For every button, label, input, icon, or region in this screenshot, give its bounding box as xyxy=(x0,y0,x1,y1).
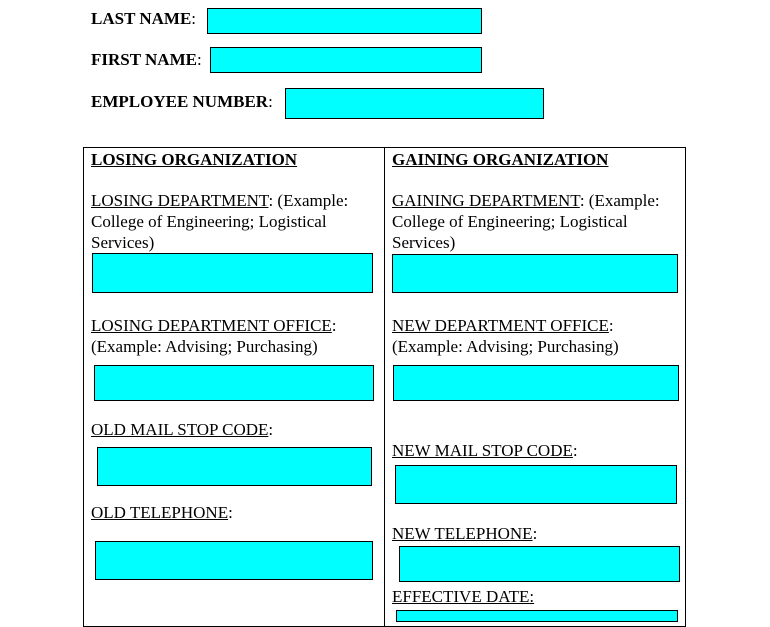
effective-date-label: EFFECTIVE DATE: xyxy=(392,587,535,606)
old-mail-stop-label: OLD MAIL STOP CODE: xyxy=(91,420,274,439)
last-name-field[interactable] xyxy=(207,8,482,34)
new-telephone-field[interactable] xyxy=(399,546,680,582)
gaining-department-field[interactable] xyxy=(392,254,678,293)
new-telephone-label: NEW TELEPHONE: xyxy=(392,524,538,543)
new-mail-stop-field[interactable] xyxy=(395,465,677,504)
losing-organization-title: LOSING ORGANIZATION xyxy=(91,150,298,169)
losing-department-field[interactable] xyxy=(92,253,373,293)
first-name-label: FIRST NAME: xyxy=(91,50,202,69)
new-department-office-label: NEW DEPARTMENT OFFICE: (Example: Advising; Purchasing) xyxy=(392,316,619,356)
employee-number-label: EMPLOYEE NUMBER: xyxy=(91,92,273,111)
old-telephone-field[interactable] xyxy=(95,541,373,580)
table-divider xyxy=(384,147,385,627)
gaining-department-label: GAINING DEPARTMENT: (Example: College of Engineering; Logistical Services) xyxy=(392,191,660,252)
gaining-organization-title: GAINING ORGANIZATION xyxy=(392,150,609,169)
employee-number-field[interactable] xyxy=(285,88,544,119)
losing-department-office-label: LOSING DEPARTMENT OFFICE: (Example: Advising; Purchasing) xyxy=(91,316,337,356)
losing-department-office-field[interactable] xyxy=(94,365,374,401)
old-telephone-label: OLD TELEPHONE: xyxy=(91,503,233,522)
first-name-field[interactable] xyxy=(210,47,482,73)
last-name-label: LAST NAME: xyxy=(91,9,197,28)
losing-department-label: LOSING DEPARTMENT: (Example: College of Engineering; Logistical Services) xyxy=(91,191,349,252)
effective-date-field[interactable] xyxy=(396,610,678,622)
old-mail-stop-field[interactable] xyxy=(97,447,372,486)
new-mail-stop-label: NEW MAIL STOP CODE: xyxy=(392,441,578,460)
new-department-office-field[interactable] xyxy=(393,365,679,401)
